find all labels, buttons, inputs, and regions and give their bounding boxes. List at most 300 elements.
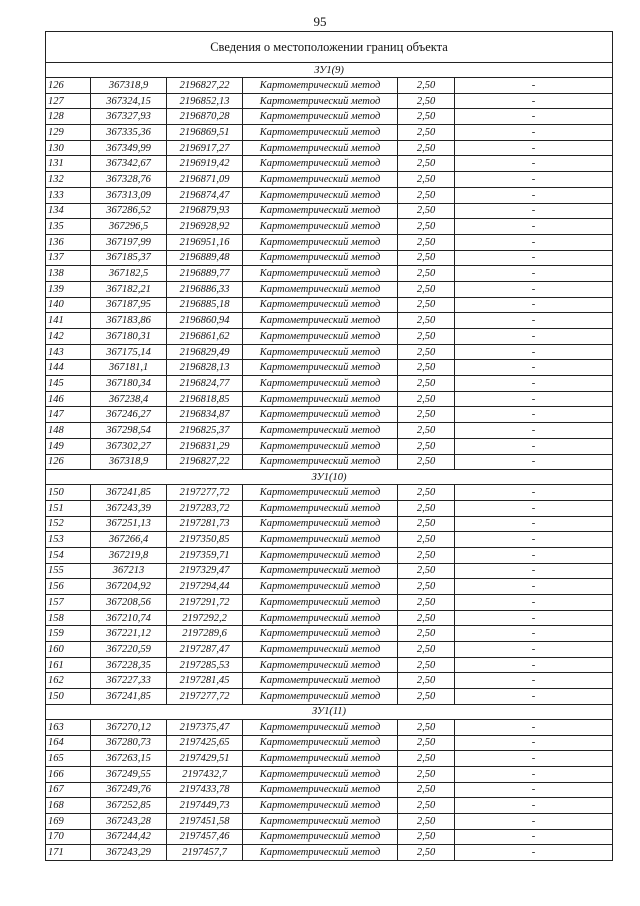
coord-y: 2196828,13: [167, 360, 243, 376]
point-number: 126: [46, 78, 91, 94]
note: -: [455, 642, 613, 658]
coord-x: 367221,12: [91, 626, 167, 642]
note: -: [455, 610, 613, 626]
section-name: ЗУ1(10): [46, 470, 613, 485]
precision: 2,50: [398, 813, 455, 829]
table-row: [46, 642, 613, 658]
table-title: Сведения о местоположении границ объекта: [46, 32, 613, 63]
point-number: 135: [46, 219, 91, 235]
coord-x: 367185,37: [91, 250, 167, 266]
coord-y: 2197329,47: [167, 563, 243, 579]
coord-x: 367175,14: [91, 344, 167, 360]
note: -: [455, 500, 613, 516]
point-number: 145: [46, 376, 91, 392]
method: Картометрический метод: [243, 642, 398, 658]
coord-x: 367182,5: [91, 266, 167, 282]
coord-y: 2197457,46: [167, 829, 243, 845]
note: -: [455, 78, 613, 94]
table-row: [46, 579, 613, 595]
note: -: [455, 829, 613, 845]
coord-y: 2196917,27: [167, 140, 243, 156]
table-row: [46, 360, 613, 376]
point-number: 130: [46, 140, 91, 156]
coord-x: 367249,76: [91, 782, 167, 798]
point-number: 136: [46, 234, 91, 250]
note: -: [455, 172, 613, 188]
method: Картометрический метод: [243, 766, 398, 782]
method: Картометрический метод: [243, 626, 398, 642]
point-number: 129: [46, 125, 91, 141]
precision: 2,50: [398, 281, 455, 297]
note: -: [455, 109, 613, 125]
table-row: [46, 610, 613, 626]
point-number: 141: [46, 313, 91, 329]
point-number: 170: [46, 829, 91, 845]
coord-y: 2197429,51: [167, 751, 243, 767]
coord-y: 2196919,42: [167, 156, 243, 172]
coord-x: 367219,8: [91, 547, 167, 563]
method: Картометрический метод: [243, 140, 398, 156]
coord-y: 2196889,48: [167, 250, 243, 266]
precision: 2,50: [398, 407, 455, 423]
method: Картометрический метод: [243, 813, 398, 829]
coord-x: 367251,13: [91, 516, 167, 532]
note: -: [455, 845, 613, 861]
coord-x: 367213: [91, 563, 167, 579]
table-row: [46, 203, 613, 219]
method: Картометрический метод: [243, 719, 398, 735]
coord-y: 2196886,33: [167, 281, 243, 297]
point-number: 148: [46, 423, 91, 439]
coord-x: 367246,27: [91, 407, 167, 423]
point-number: 171: [46, 845, 91, 861]
coord-x: 367280,73: [91, 735, 167, 751]
coord-y: 2197359,71: [167, 547, 243, 563]
point-number: 133: [46, 187, 91, 203]
note: -: [455, 125, 613, 141]
method: Картометрический метод: [243, 281, 398, 297]
table-row: [46, 626, 613, 642]
method: Картометрический метод: [243, 798, 398, 814]
coord-y: 2197283,72: [167, 500, 243, 516]
coord-x: 367249,55: [91, 766, 167, 782]
method: Картометрический метод: [243, 297, 398, 313]
point-number: 147: [46, 407, 91, 423]
note: -: [455, 719, 613, 735]
coord-x: 367286,52: [91, 203, 167, 219]
coord-x: 367328,76: [91, 172, 167, 188]
coord-y: 2196831,29: [167, 438, 243, 454]
section-name: ЗУ1(11): [46, 704, 613, 719]
coord-y: 2196874,47: [167, 187, 243, 203]
table-row: [46, 297, 613, 313]
coord-y: 2197285,53: [167, 657, 243, 673]
table-row: [46, 782, 613, 798]
coord-y: 2196871,09: [167, 172, 243, 188]
point-number: 153: [46, 532, 91, 548]
coord-x: 367208,56: [91, 595, 167, 611]
method: Картометрический метод: [243, 673, 398, 689]
precision: 2,50: [398, 500, 455, 516]
precision: 2,50: [398, 391, 455, 407]
coord-y: 2196818,85: [167, 391, 243, 407]
point-number: 165: [46, 751, 91, 767]
precision: 2,50: [398, 782, 455, 798]
coord-x: 367243,39: [91, 500, 167, 516]
method: Картометрический метод: [243, 391, 398, 407]
section-header-row: [46, 704, 613, 719]
precision: 2,50: [398, 829, 455, 845]
note: -: [455, 547, 613, 563]
note: -: [455, 376, 613, 392]
table-row: [46, 234, 613, 250]
method: Картометрический метод: [243, 845, 398, 861]
table-row: [46, 140, 613, 156]
coord-y: 2196870,28: [167, 109, 243, 125]
section-header-row: [46, 470, 613, 485]
precision: 2,50: [398, 485, 455, 501]
coord-x: 367335,36: [91, 125, 167, 141]
method: Картометрический метод: [243, 735, 398, 751]
precision: 2,50: [398, 78, 455, 94]
coord-x: 367180,31: [91, 329, 167, 345]
coord-y: 2196879,93: [167, 203, 243, 219]
method: Картометрический метод: [243, 485, 398, 501]
point-number: 167: [46, 782, 91, 798]
method: Картометрический метод: [243, 547, 398, 563]
table-row: [46, 172, 613, 188]
coord-y: 2197281,45: [167, 673, 243, 689]
precision: 2,50: [398, 610, 455, 626]
coord-x: 367313,09: [91, 187, 167, 203]
table-row: [46, 329, 613, 345]
coord-y: 2196928,92: [167, 219, 243, 235]
point-number: 137: [46, 250, 91, 266]
table-row: [46, 93, 613, 109]
table-row: [46, 766, 613, 782]
note: -: [455, 563, 613, 579]
coord-y: 2196824,77: [167, 376, 243, 392]
precision: 2,50: [398, 423, 455, 439]
point-number: 157: [46, 595, 91, 611]
coord-y: 2197432,7: [167, 766, 243, 782]
coord-y: 2197433,78: [167, 782, 243, 798]
precision: 2,50: [398, 219, 455, 235]
coord-y: 2197457,7: [167, 845, 243, 861]
note: -: [455, 297, 613, 313]
table-row: [46, 547, 613, 563]
method: Картометрический метод: [243, 563, 398, 579]
table-row: [46, 376, 613, 392]
point-number: 154: [46, 547, 91, 563]
precision: 2,50: [398, 673, 455, 689]
precision: 2,50: [398, 187, 455, 203]
method: Картометрический метод: [243, 234, 398, 250]
precision: 2,50: [398, 657, 455, 673]
note: -: [455, 391, 613, 407]
method: Картометрический метод: [243, 657, 398, 673]
table-row: [46, 500, 613, 516]
point-number: 152: [46, 516, 91, 532]
point-number: 144: [46, 360, 91, 376]
method: Картометрический метод: [243, 610, 398, 626]
method: Картометрический метод: [243, 93, 398, 109]
coord-x: 367241,85: [91, 689, 167, 705]
coord-y: 2196825,37: [167, 423, 243, 439]
method: Картометрический метод: [243, 172, 398, 188]
table-row: [46, 344, 613, 360]
note: -: [455, 187, 613, 203]
precision: 2,50: [398, 297, 455, 313]
point-number: 162: [46, 673, 91, 689]
point-number: 151: [46, 500, 91, 516]
table-row: [46, 485, 613, 501]
note: -: [455, 595, 613, 611]
coord-y: 2196889,77: [167, 266, 243, 282]
coord-y: 2197291,72: [167, 595, 243, 611]
method: Картометрический метод: [243, 313, 398, 329]
note: -: [455, 156, 613, 172]
precision: 2,50: [398, 689, 455, 705]
point-number: 160: [46, 642, 91, 658]
note: -: [455, 140, 613, 156]
method: Картометрический метод: [243, 329, 398, 345]
point-number: 163: [46, 719, 91, 735]
precision: 2,50: [398, 329, 455, 345]
coord-x: 367220,59: [91, 642, 167, 658]
table-row: [46, 751, 613, 767]
precision: 2,50: [398, 751, 455, 767]
method: Картометрический метод: [243, 125, 398, 141]
point-number: 131: [46, 156, 91, 172]
precision: 2,50: [398, 766, 455, 782]
table-row: [46, 657, 613, 673]
table-row: [46, 78, 613, 94]
coord-y: 2197294,44: [167, 579, 243, 595]
coord-x: 367227,33: [91, 673, 167, 689]
note: -: [455, 454, 613, 470]
coord-y: 2196834,87: [167, 407, 243, 423]
method: Картометрический метод: [243, 500, 398, 516]
coord-y: 2197287,47: [167, 642, 243, 658]
note: -: [455, 313, 613, 329]
method: Картометрический метод: [243, 454, 398, 470]
note: -: [455, 782, 613, 798]
table-row: [46, 281, 613, 297]
precision: 2,50: [398, 140, 455, 156]
point-number: 150: [46, 485, 91, 501]
coord-x: 367243,28: [91, 813, 167, 829]
table-row: [46, 845, 613, 861]
precision: 2,50: [398, 234, 455, 250]
method: Картометрический метод: [243, 376, 398, 392]
precision: 2,50: [398, 93, 455, 109]
point-number: 155: [46, 563, 91, 579]
coord-x: 367270,12: [91, 719, 167, 735]
coord-y: 2197350,85: [167, 532, 243, 548]
note: -: [455, 532, 613, 548]
note: -: [455, 751, 613, 767]
coord-y: 2196860,94: [167, 313, 243, 329]
coord-x: 367342,67: [91, 156, 167, 172]
method: Картометрический метод: [243, 595, 398, 611]
precision: 2,50: [398, 532, 455, 548]
table-row: [46, 313, 613, 329]
point-number: 142: [46, 329, 91, 345]
precision: 2,50: [398, 438, 455, 454]
point-number: 164: [46, 735, 91, 751]
table-row: [46, 563, 613, 579]
note: -: [455, 93, 613, 109]
method: Картометрический метод: [243, 78, 398, 94]
note: -: [455, 250, 613, 266]
precision: 2,50: [398, 156, 455, 172]
coord-y: 2197449,73: [167, 798, 243, 814]
coord-y: 2197375,47: [167, 719, 243, 735]
coord-y: 2197292,2: [167, 610, 243, 626]
method: Картометрический метод: [243, 423, 398, 439]
method: Картометрический метод: [243, 689, 398, 705]
point-number: 146: [46, 391, 91, 407]
point-number: 168: [46, 798, 91, 814]
precision: 2,50: [398, 250, 455, 266]
precision: 2,50: [398, 454, 455, 470]
note: -: [455, 735, 613, 751]
precision: 2,50: [398, 719, 455, 735]
table-row: [46, 109, 613, 125]
table-row: [46, 454, 613, 470]
table-row: [46, 829, 613, 845]
table-title-row: [46, 32, 613, 63]
table-row: [46, 423, 613, 439]
table-row: [46, 813, 613, 829]
note: -: [455, 219, 613, 235]
point-number: 127: [46, 93, 91, 109]
coord-y: 2196827,22: [167, 78, 243, 94]
boundary-table-container: [45, 31, 612, 861]
coord-x: 367182,21: [91, 281, 167, 297]
point-number: 139: [46, 281, 91, 297]
table-row: [46, 407, 613, 423]
coord-y: 2197289,6: [167, 626, 243, 642]
coord-x: 367298,54: [91, 423, 167, 439]
coord-x: 367197,99: [91, 234, 167, 250]
method: Картометрический метод: [243, 203, 398, 219]
page-number: 95: [313, 14, 327, 29]
method: Картометрический метод: [243, 438, 398, 454]
coord-x: 367238,4: [91, 391, 167, 407]
point-number: 156: [46, 579, 91, 595]
table-row: [46, 391, 613, 407]
method: Картометрический метод: [243, 266, 398, 282]
method: Картометрический метод: [243, 109, 398, 125]
coord-y: 2196852,13: [167, 93, 243, 109]
note: -: [455, 329, 613, 345]
coord-x: 367241,85: [91, 485, 167, 501]
note: -: [455, 203, 613, 219]
coord-y: 2197281,73: [167, 516, 243, 532]
precision: 2,50: [398, 579, 455, 595]
note: -: [455, 813, 613, 829]
point-number: 158: [46, 610, 91, 626]
coord-x: 367183,86: [91, 313, 167, 329]
note: -: [455, 485, 613, 501]
coord-x: 367302,27: [91, 438, 167, 454]
point-number: 134: [46, 203, 91, 219]
method: Картометрический метод: [243, 751, 398, 767]
coord-x: 367327,93: [91, 109, 167, 125]
precision: 2,50: [398, 595, 455, 611]
precision: 2,50: [398, 547, 455, 563]
note: -: [455, 689, 613, 705]
point-number: 138: [46, 266, 91, 282]
note: -: [455, 438, 613, 454]
precision: 2,50: [398, 563, 455, 579]
coord-y: 2196829,49: [167, 344, 243, 360]
table-row: [46, 156, 613, 172]
point-number: 126: [46, 454, 91, 470]
coord-x: 367324,15: [91, 93, 167, 109]
point-number: 140: [46, 297, 91, 313]
table-row: [46, 798, 613, 814]
precision: 2,50: [398, 516, 455, 532]
coord-x: 367318,9: [91, 78, 167, 94]
precision: 2,50: [398, 626, 455, 642]
table-row: [46, 187, 613, 203]
coord-x: 367180,34: [91, 376, 167, 392]
coord-y: 2196827,22: [167, 454, 243, 470]
coord-y: 2197425,65: [167, 735, 243, 751]
point-number: 128: [46, 109, 91, 125]
table-row: [46, 250, 613, 266]
method: Картометрический метод: [243, 532, 398, 548]
note: -: [455, 266, 613, 282]
precision: 2,50: [398, 125, 455, 141]
coord-x: 367210,74: [91, 610, 167, 626]
point-number: 149: [46, 438, 91, 454]
note: -: [455, 360, 613, 376]
coord-y: 2197277,72: [167, 485, 243, 501]
coord-x: 367318,9: [91, 454, 167, 470]
note: -: [455, 407, 613, 423]
coord-x: 367228,35: [91, 657, 167, 673]
note: -: [455, 798, 613, 814]
note: -: [455, 579, 613, 595]
table-row: [46, 266, 613, 282]
coord-x: 367263,15: [91, 751, 167, 767]
note: -: [455, 516, 613, 532]
note: -: [455, 766, 613, 782]
precision: 2,50: [398, 203, 455, 219]
precision: 2,50: [398, 360, 455, 376]
coord-y: 2197277,72: [167, 689, 243, 705]
precision: 2,50: [398, 642, 455, 658]
coord-x: 367187,95: [91, 297, 167, 313]
method: Картометрический метод: [243, 782, 398, 798]
coord-y: 2196885,18: [167, 297, 243, 313]
note: -: [455, 626, 613, 642]
coord-x: 367296,5: [91, 219, 167, 235]
coord-y: 2196861,62: [167, 329, 243, 345]
note: -: [455, 344, 613, 360]
method: Картометрический метод: [243, 829, 398, 845]
note: -: [455, 234, 613, 250]
section-name: ЗУ1(9): [46, 63, 613, 78]
boundary-table: [45, 31, 613, 861]
precision: 2,50: [398, 344, 455, 360]
point-number: 169: [46, 813, 91, 829]
point-number: 161: [46, 657, 91, 673]
